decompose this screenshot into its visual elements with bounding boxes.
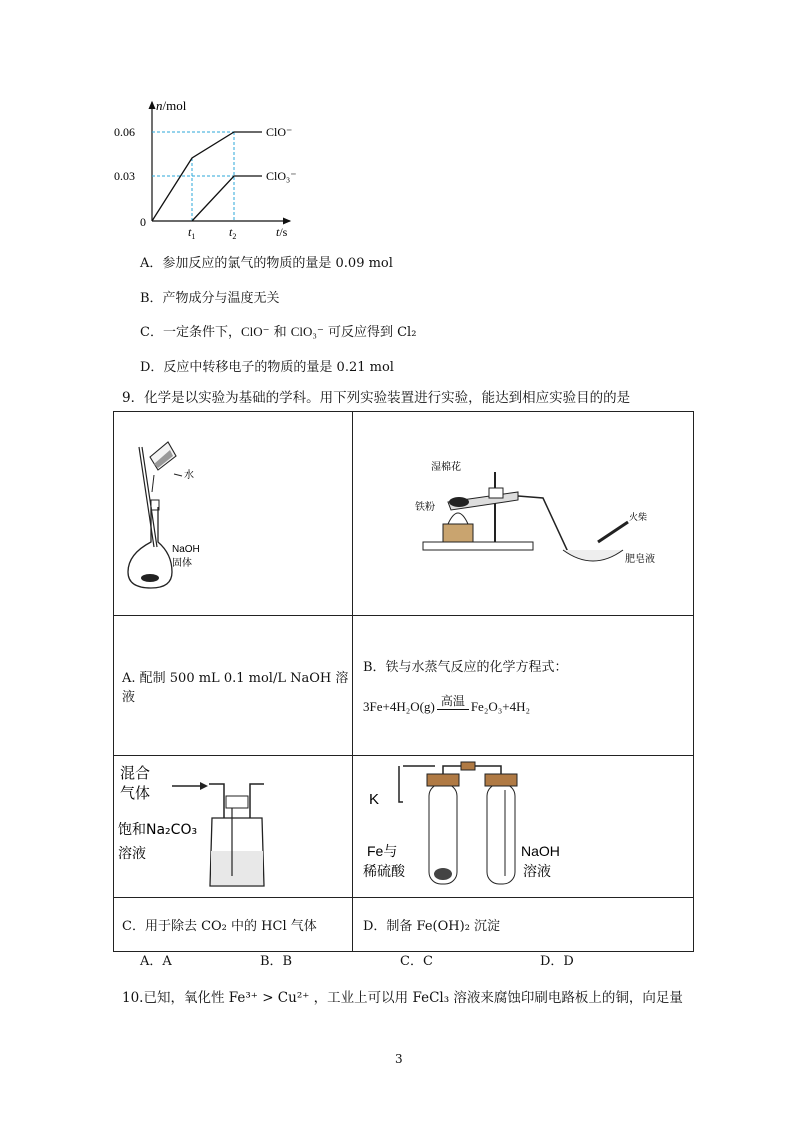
- iron-steam-figure: [353, 412, 694, 611]
- series-label-clo3: ClO₃⁻: [266, 169, 297, 183]
- svg-text:水: 水: [184, 470, 194, 481]
- page-number: 3: [395, 1052, 403, 1066]
- svg-text:湿棉花: 湿棉花: [431, 462, 461, 473]
- option-c-ion1: ClO⁻: [240, 324, 270, 339]
- gas-washing-bottle-figure: [114, 756, 352, 893]
- option-d: D．反应中转移电子的物质的量是 0.21 mol: [140, 360, 394, 375]
- ferrous-hydroxide-figure: [353, 756, 694, 893]
- svg-text:固体: 固体: [172, 558, 192, 569]
- y-axis-label: n/mol: [156, 98, 187, 113]
- cell-d-text: D．制备 Fe(OH)₂ 沉淀: [353, 898, 694, 952]
- cell-figure-d: [353, 756, 694, 898]
- cell-a-text: A. 配制 500 mL 0.1 mol/L NaOH 溶液: [114, 616, 353, 756]
- series-label-clo: ClO⁻: [266, 125, 293, 139]
- svg-text:NaOH: NaOH: [172, 544, 200, 555]
- option-c-prefix: C．一定条件下，: [140, 325, 241, 340]
- volumetric-flask-figure: [114, 412, 352, 611]
- eq-condition: 高温: [437, 692, 469, 710]
- svg-text:火柴: 火柴: [629, 513, 648, 523]
- answer-b: B．B: [260, 954, 293, 969]
- mol-time-chart: [112, 96, 332, 241]
- cell-b-text: [353, 616, 694, 756]
- question-9-stem: 9．化学是以实验为基础的学科。用下列实验装置进行实验，能达到相应实验目的的是: [122, 390, 631, 406]
- y-tick-0: 0: [140, 215, 146, 229]
- eq-right: Fe₂O₃+4H₂: [470, 699, 531, 714]
- svg-text:稀硫酸: 稀硫酸: [363, 864, 405, 880]
- option-b: B．产物成分与温度无关: [140, 291, 280, 306]
- cell-figure-b: [353, 412, 694, 616]
- option-c-ion2: ClO₃⁻: [290, 324, 324, 339]
- experiment-table: [113, 411, 694, 952]
- svg-text:气体: 气体: [120, 784, 151, 802]
- svg-text:溶液: 溶液: [118, 846, 146, 862]
- x-tick-t1: $t_1$: [188, 225, 196, 241]
- cell-figure-a: [114, 412, 353, 616]
- svg-text:铁粉: 铁粉: [415, 502, 435, 513]
- option-c: [140, 321, 416, 340]
- svg-text:肥皂液: 肥皂液: [625, 554, 655, 565]
- cell-c-text: C．用于除去 CO₂ 中的 HCl 气体: [114, 898, 353, 952]
- svg-text:混合: 混合: [120, 764, 151, 782]
- cell-figure-c: [114, 756, 353, 898]
- svg-text:K: K: [369, 791, 380, 808]
- svg-text:饱和Na₂CO₃: 饱和Na₂CO₃: [118, 822, 198, 838]
- x-tick-t2: $t_2$: [229, 225, 237, 241]
- cell-b-line1: B．铁与水蒸气反应的化学方程式：: [363, 660, 568, 675]
- y-tick-003: 0.03: [114, 169, 135, 183]
- option-a: A．参加反应的氯气的物质的量是 0.09 mol: [140, 256, 393, 271]
- svg-text:溶液: 溶液: [523, 864, 551, 880]
- question-10-stem: 10.已知，氧化性 Fe³⁺ > Cu²⁺ ，工业上可以用 FeCl₃ 溶液来腐蚀印刷电路板上的铜，向足量: [122, 990, 683, 1006]
- cell-b-equation: [353, 694, 693, 715]
- option-c-mid: 和: [269, 325, 291, 340]
- series-clo3: [192, 176, 262, 221]
- x-axis-label: t/s: [276, 225, 288, 239]
- answer-a: A．A: [140, 954, 172, 969]
- answer-c: C．C: [400, 954, 433, 969]
- eq-left: 3Fe+4H₂O(g): [363, 699, 435, 714]
- option-c-suffix: 可反应得到 Cl₂: [323, 325, 417, 340]
- svg-text:NaOH: NaOH: [521, 843, 560, 859]
- y-tick-006: 0.06: [114, 125, 135, 139]
- svg-text:Fe与: Fe与: [367, 843, 398, 859]
- answer-d: D．D: [540, 954, 574, 969]
